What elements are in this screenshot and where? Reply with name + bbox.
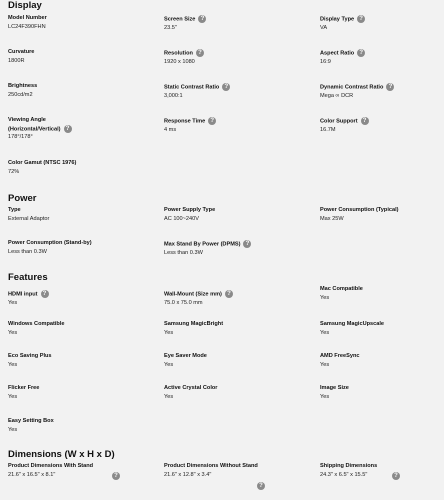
spec-curvature xyxy=(8,49,148,65)
info-icon[interactable]: ? xyxy=(243,240,251,248)
spec-value: Yes xyxy=(8,361,18,368)
spec-label: Type xyxy=(8,207,21,213)
spec-label-row xyxy=(164,117,304,126)
info-icon[interactable]: ? xyxy=(222,83,230,91)
spec-label: Static Contrast Ratio xyxy=(164,84,220,91)
spec-label: Dynamic Contrast Ratio xyxy=(320,84,384,91)
spec-label: Model Number xyxy=(8,15,47,21)
spec-model-number xyxy=(8,15,148,31)
spec-label: Response Time xyxy=(164,118,206,125)
spec-value: 178°/178° xyxy=(8,134,33,141)
info-icon[interactable]: ? xyxy=(357,49,365,57)
info-icon[interactable]: ? xyxy=(386,83,394,91)
spec-label-row xyxy=(320,83,444,92)
spec-hdmi-input xyxy=(8,290,148,307)
spec-value: Yes xyxy=(164,393,174,400)
spec-resolution xyxy=(164,49,304,66)
spec-dimensions-with-stand xyxy=(8,463,118,479)
spec-label: Mac Compatible xyxy=(320,286,363,292)
spec-label: Windows Compatible xyxy=(8,321,65,327)
info-icon[interactable]: ? xyxy=(361,117,369,125)
spec-aspect-ratio xyxy=(320,49,444,66)
info-icon[interactable]: ? xyxy=(257,482,265,490)
section-title-display: Display xyxy=(8,0,42,11)
spec-label: AMD FreeSync xyxy=(320,353,360,359)
spec-label-row xyxy=(164,463,284,471)
spec-value: Max 25W xyxy=(320,215,344,222)
spec-label-row xyxy=(164,49,304,58)
spec-value: 72% xyxy=(8,168,20,175)
spec-value: Yes xyxy=(8,329,18,336)
spec-label: Product Dimensions With Stand xyxy=(8,463,94,469)
spec-value: Less than 0.3W xyxy=(164,249,203,256)
spec-value: 16:9 xyxy=(320,58,331,65)
spec-value: 250cd/m2 xyxy=(8,91,33,98)
spec-label-row xyxy=(320,117,444,126)
spec-dynamic-contrast xyxy=(320,83,444,100)
spec-label: Image Size xyxy=(320,385,349,391)
spec-value: Mega ∞ DCR xyxy=(320,92,354,99)
spec-value: 21.6" x 16.5" x 8.1" xyxy=(8,471,56,478)
spec-label: Samsung MagicUpscale xyxy=(320,321,385,327)
spec-label: HDMI input xyxy=(8,291,38,298)
spec-brightness xyxy=(8,83,148,99)
spec-shipping-dimensions xyxy=(320,463,440,479)
spec-label-row xyxy=(164,240,304,249)
spec-value: Yes xyxy=(8,299,18,306)
spec-label: Power Consumption (Typical) xyxy=(320,207,399,213)
info-icon[interactable]: ? xyxy=(198,15,206,23)
spec-label-row xyxy=(164,83,304,92)
spec-label-row xyxy=(320,15,444,24)
spec-label-row xyxy=(164,290,304,299)
spec-value: 75.0 x 75.0 mm xyxy=(164,299,203,306)
spec-label: Display Type xyxy=(320,16,355,23)
spec-label: Eye Saver Mode xyxy=(164,353,207,359)
spec-value: 4 ms xyxy=(164,126,177,133)
spec-color-gamut xyxy=(8,160,148,176)
spec-windows-compatible xyxy=(8,321,148,337)
spec-label: Color Support xyxy=(320,118,358,125)
spec-viewing-angle xyxy=(8,117,88,142)
spec-screen-size xyxy=(164,15,304,32)
spec-magicbright xyxy=(164,321,304,337)
spec-power-typical xyxy=(320,207,444,223)
spec-value: Yes xyxy=(320,393,330,400)
info-icon[interactable]: ? xyxy=(196,49,204,57)
spec-value: LC24F390FHN xyxy=(8,23,46,30)
spec-value: Yes xyxy=(320,361,330,368)
spec-value: 16.7M xyxy=(320,126,336,133)
spec-label: Resolution xyxy=(164,50,193,57)
spec-label: Color Gamut (NTSC 1976) xyxy=(8,160,77,166)
spec-display-type xyxy=(320,15,444,32)
spec-value: Yes xyxy=(8,393,18,400)
info-icon[interactable]: ? xyxy=(41,290,49,298)
spec-label-row xyxy=(8,463,118,471)
info-icon[interactable]: ? xyxy=(225,290,233,298)
spec-label: Power Consumption (Stand-by) xyxy=(8,240,92,246)
spec-wall-mount xyxy=(164,290,304,307)
spec-power-type xyxy=(8,207,148,223)
spec-label: Wall-Mount (Size mm) xyxy=(164,291,222,298)
spec-power-standby xyxy=(8,240,148,256)
spec-eco-saving xyxy=(8,353,148,369)
section-title-features: Features xyxy=(8,272,48,283)
spec-value: 1800R xyxy=(8,57,25,64)
spec-easy-setting xyxy=(8,418,148,434)
spec-value: AC 100~240V xyxy=(164,215,199,222)
spec-label: Eco Saving Plus xyxy=(8,353,52,359)
info-icon[interactable]: ? xyxy=(112,472,120,480)
spec-value: Yes xyxy=(8,426,18,433)
spec-magicupscale xyxy=(320,321,444,337)
spec-value: Yes xyxy=(320,294,330,301)
spec-value: VA xyxy=(320,24,328,31)
section-title-power: Power xyxy=(8,193,37,204)
section-title-dimensions: Dimensions (W x H x D) xyxy=(8,449,115,460)
spec-value: 3,000:1 xyxy=(164,92,183,99)
info-icon[interactable]: ? xyxy=(64,125,72,133)
spec-label: Max Stand By Power (DPMS) xyxy=(164,241,241,248)
spec-value: 1920 x 1080 xyxy=(164,58,195,65)
spec-label-row xyxy=(164,15,304,24)
spec-value: 24.3" x 6.5" x 15.5" xyxy=(320,471,368,478)
spec-label: Flicker Free xyxy=(8,385,40,391)
spec-label: Aspect Ratio xyxy=(320,50,355,57)
spec-label: Samsung MagicBright xyxy=(164,321,224,327)
spec-value: 23.5" xyxy=(164,24,177,31)
spec-label: Easy Setting Box xyxy=(8,418,54,424)
spec-value: 21.6" x 12.8" x 3.4" xyxy=(164,471,212,478)
spec-max-standby xyxy=(164,240,304,257)
spec-label: Screen Size xyxy=(164,16,196,23)
info-icon[interactable]: ? xyxy=(357,15,365,23)
spec-value: Yes xyxy=(320,329,330,336)
spec-power-supply-type xyxy=(164,207,304,223)
info-icon[interactable]: ? xyxy=(392,472,400,480)
spec-label: Shipping Dimensions xyxy=(320,463,378,469)
spec-freesync xyxy=(320,353,444,369)
spec-label: Product Dimensions Without Stand xyxy=(164,463,258,469)
spec-label: Power Supply Type xyxy=(164,207,216,213)
spec-label-row xyxy=(8,117,88,133)
spec-value: Less than 0.3W xyxy=(8,248,47,255)
spec-active-crystal xyxy=(164,385,304,401)
spec-static-contrast xyxy=(164,83,304,100)
spec-image-size xyxy=(320,385,444,401)
spec-label: Viewing Angle (Horizontal/Vertical) xyxy=(8,117,61,132)
spec-label: Curvature xyxy=(8,49,35,55)
spec-eye-saver xyxy=(164,353,304,369)
spec-value: Yes xyxy=(164,361,174,368)
spec-label: Brightness xyxy=(8,83,38,89)
spec-dimensions-without-stand xyxy=(164,463,284,479)
spec-mac-compatible xyxy=(320,286,444,302)
spec-value: External Adaptor xyxy=(8,215,50,222)
info-icon[interactable]: ? xyxy=(208,117,216,125)
spec-value: Yes xyxy=(164,329,174,336)
spec-color-support xyxy=(320,117,444,134)
spec-label: Active Crystal Color xyxy=(164,385,218,391)
spec-response-time xyxy=(164,117,304,134)
spec-flicker-free xyxy=(8,385,148,401)
spec-label-row xyxy=(8,290,148,299)
spec-label-row xyxy=(320,49,444,58)
